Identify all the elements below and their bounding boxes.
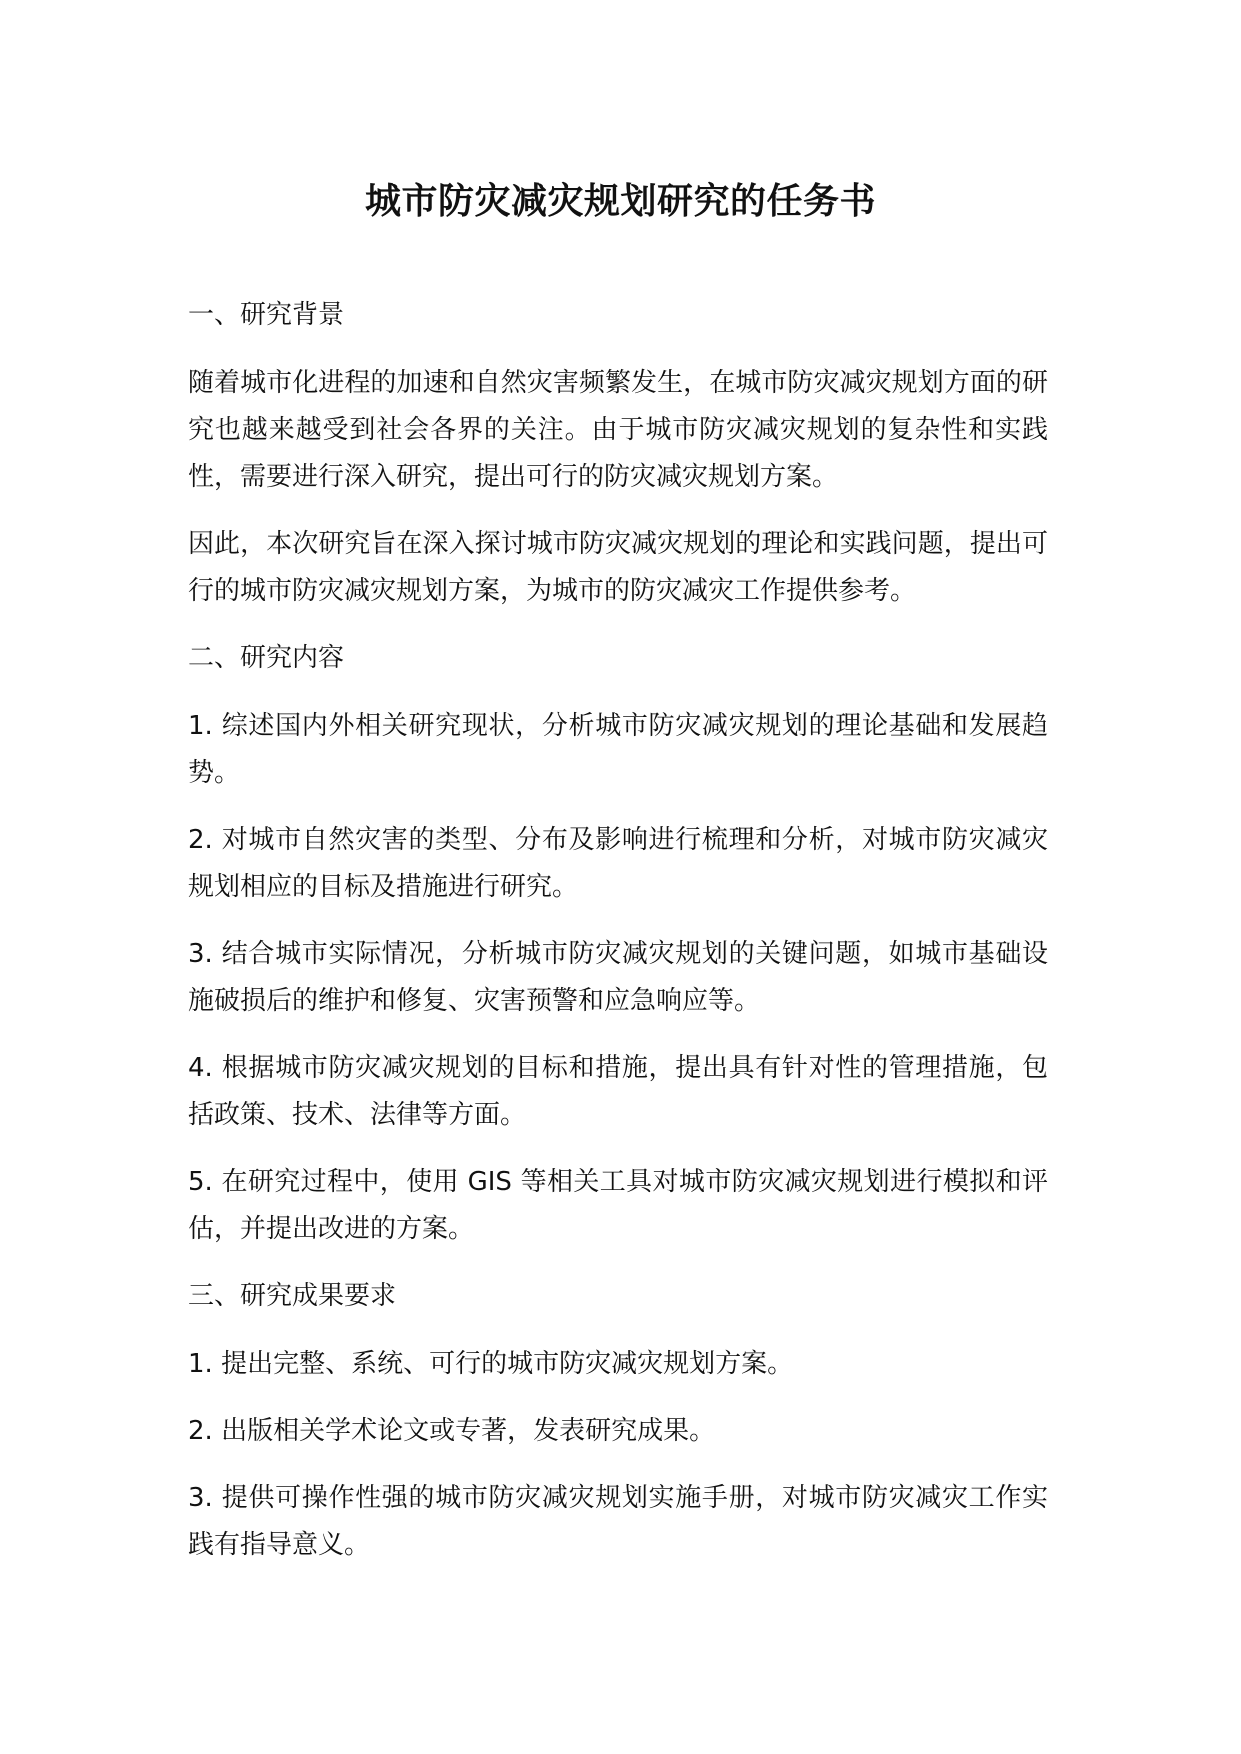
results-item-1: 1. 提出完整、系统、可行的城市防灾减灾规划方案。 [188, 1349, 794, 1379]
section-heading-results: 三、研究成果要求 [188, 1281, 397, 1311]
background-paragraph-2: 因此，本次研究旨在深入探讨城市防灾减灾规划的理论和实践问题，提出可行的城市防灾减灾规划方案，为城市的防灾减灾工作提供参考。 [188, 529, 1048, 606]
results-item-3: 3. 提供可操作性强的城市防灾减灾规划实施手册，对城市防灾减灾工作实践有指导意义。 [188, 1483, 1048, 1560]
background-paragraph-1: 随着城市化进程的加速和自然灾害频繁发生，在城市防灾减灾规划方面的研究也越来越受到社会各界的关注。由于城市防灾减灾规划的复杂性和实践性，需要进行深入研究，提出可行的防灾减灾规划方案。 [188, 368, 1048, 492]
results-item-2: 2. 出版相关学术论文或专著，发表研究成果。 [188, 1416, 716, 1446]
document-title: 城市防灾减灾规划研究的任务书 [364, 181, 876, 222]
content-item-2: 2. 对城市自然灾害的类型、分布及影响进行梳理和分析，对城市防灾减灾规划相应的目标及措施进行研究。 [188, 825, 1048, 902]
content-item-5: 5. 在研究过程中，使用 GIS 等相关工具对城市防灾减灾规划进行模拟和评估，并提出改进的方案。 [188, 1167, 1048, 1244]
content-item-1: 1. 综述国内外相关研究现状，分析城市防灾减灾规划的理论基础和发展趋势。 [188, 711, 1048, 788]
content-item-3: 3. 结合城市实际情况，分析城市防灾减灾规划的关键问题，如城市基础设施破损后的维护和修复、灾害预警和应急响应等。 [188, 939, 1048, 1016]
content-item-4: 4. 根据城市防灾减灾规划的目标和措施，提出具有针对性的管理措施，包括政策、技术、法律等方面。 [188, 1053, 1048, 1130]
section-heading-background: 一、研究背景 [188, 300, 345, 330]
section-heading-content: 二、研究内容 [188, 643, 345, 673]
document-body [188, 292, 1048, 1589]
